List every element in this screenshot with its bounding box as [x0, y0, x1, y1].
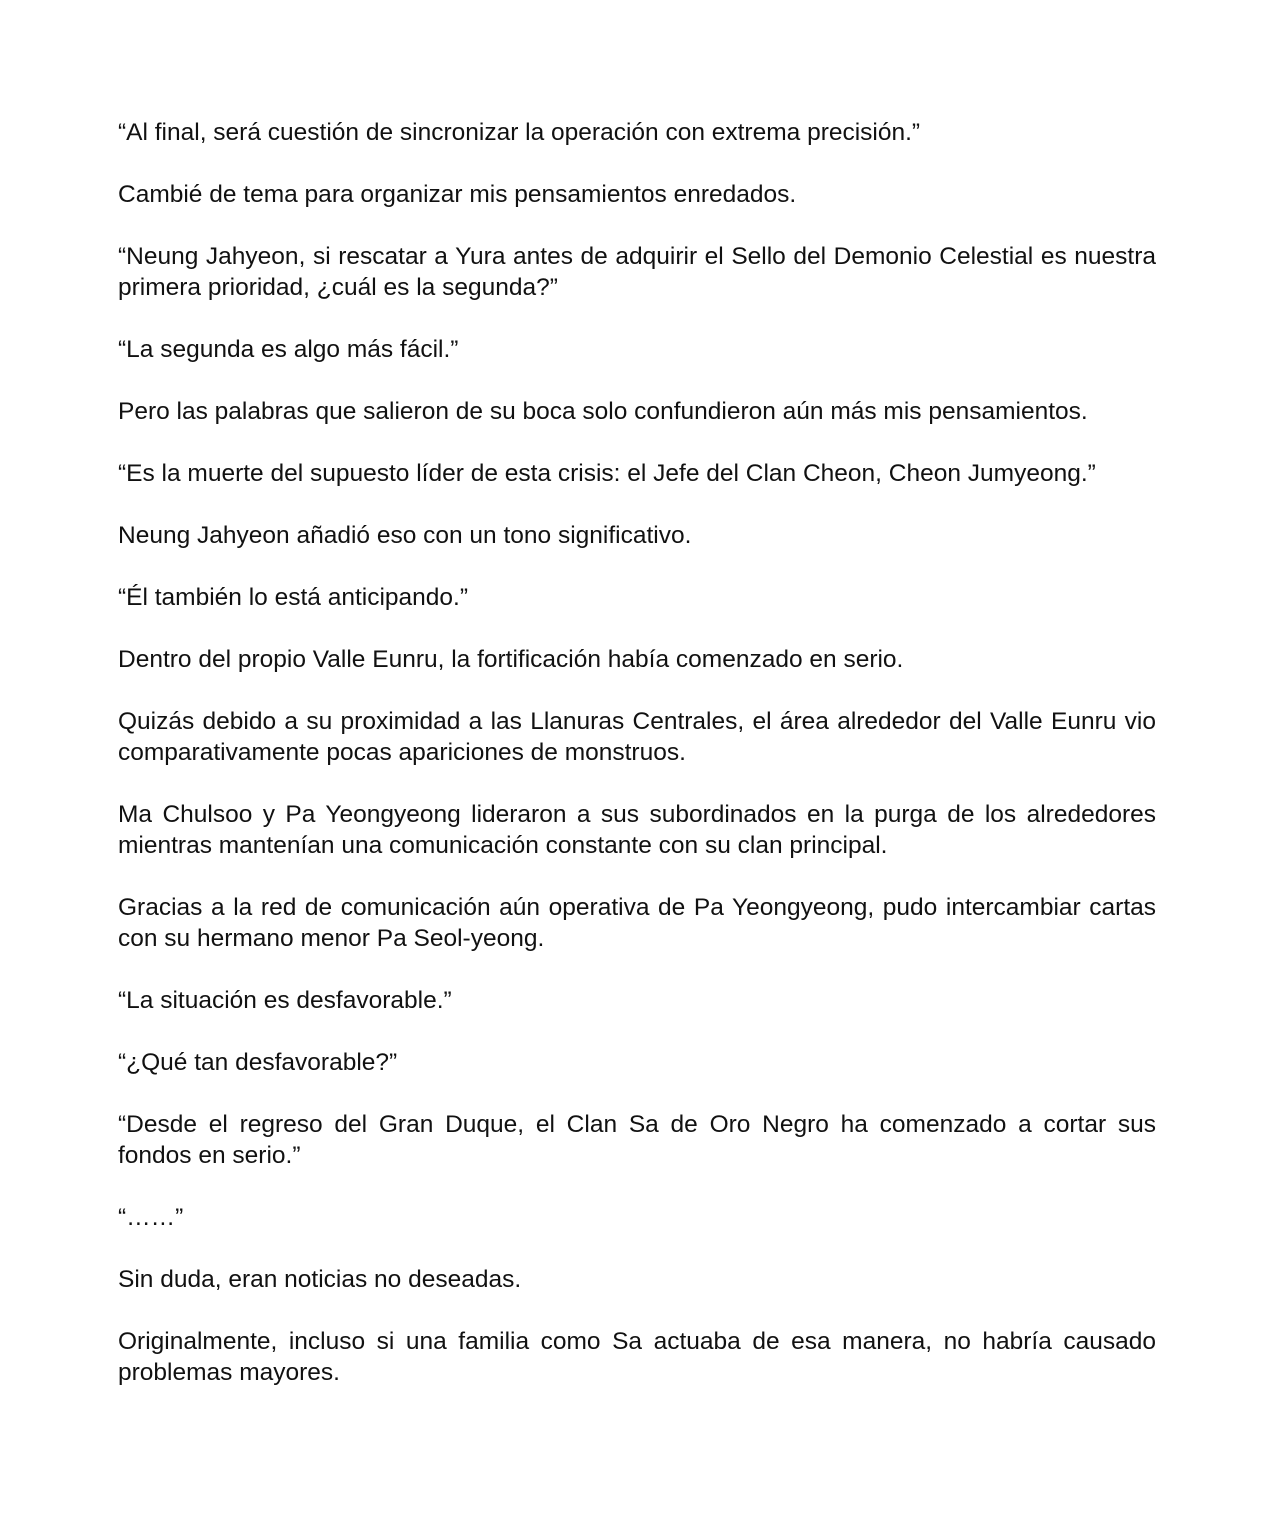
paragraph: “Desde el regreso del Gran Duque, el Clan Sa de Oro Negro ha comenzado a cortar sus fondos en serio.” [118, 1111, 1156, 1169]
paragraph: Sin duda, eran noticias no deseadas. [118, 1266, 522, 1293]
paragraph: Neung Jahyeon añadió eso con un tono significativo. [118, 522, 692, 549]
paragraph: “……” [118, 1204, 184, 1231]
paragraph: Cambié de tema para organizar mis pensamientos enredados. [118, 181, 797, 208]
document-page [118, 117, 1156, 1388]
paragraph: “Neung Jahyeon, si rescatar a Yura antes de adquirir el Sello del Demonio Celestial es nuestra primera prioridad, ¿cuál es la segunda?” [118, 243, 1156, 301]
paragraph: “La situación es desfavorable.” [118, 987, 452, 1014]
paragraph: “Al final, será cuestión de sincronizar la operación con extrema precisión.” [118, 119, 921, 146]
paragraph: Originalmente, incluso si una familia como Sa actuaba de esa manera, no habría causado problemas mayores. [118, 1328, 1156, 1386]
paragraph: “Es la muerte del supuesto líder de esta crisis: el Jefe del Clan Cheon, Cheon Jumyeong.” [118, 460, 1096, 487]
paragraph: Ma Chulsoo y Pa Yeongyeong lideraron a sus subordinados en la purga de los alrededores mientras mantenían una comunicación constante con su clan principal. [118, 801, 1156, 859]
paragraph: “Él también lo está anticipando.” [118, 584, 468, 611]
paragraph: “¿Qué tan desfavorable?” [118, 1049, 398, 1076]
paragraph: Pero las palabras que salieron de su boca solo confundieron aún más mis pensamientos. [118, 398, 1088, 425]
paragraph: Dentro del propio Valle Eunru, la fortificación había comenzado en serio. [118, 646, 904, 673]
paragraph: “La segunda es algo más fácil.” [118, 336, 459, 363]
paragraph: Quizás debido a su proximidad a las Llanuras Centrales, el área alrededor del Valle Eunru vio comparativamente pocas apariciones de monstruos. [118, 708, 1156, 766]
paragraph: Gracias a la red de comunicación aún operativa de Pa Yeongyeong, pudo intercambiar cartas con su hermano menor Pa Seol-yeong. [118, 894, 1156, 952]
